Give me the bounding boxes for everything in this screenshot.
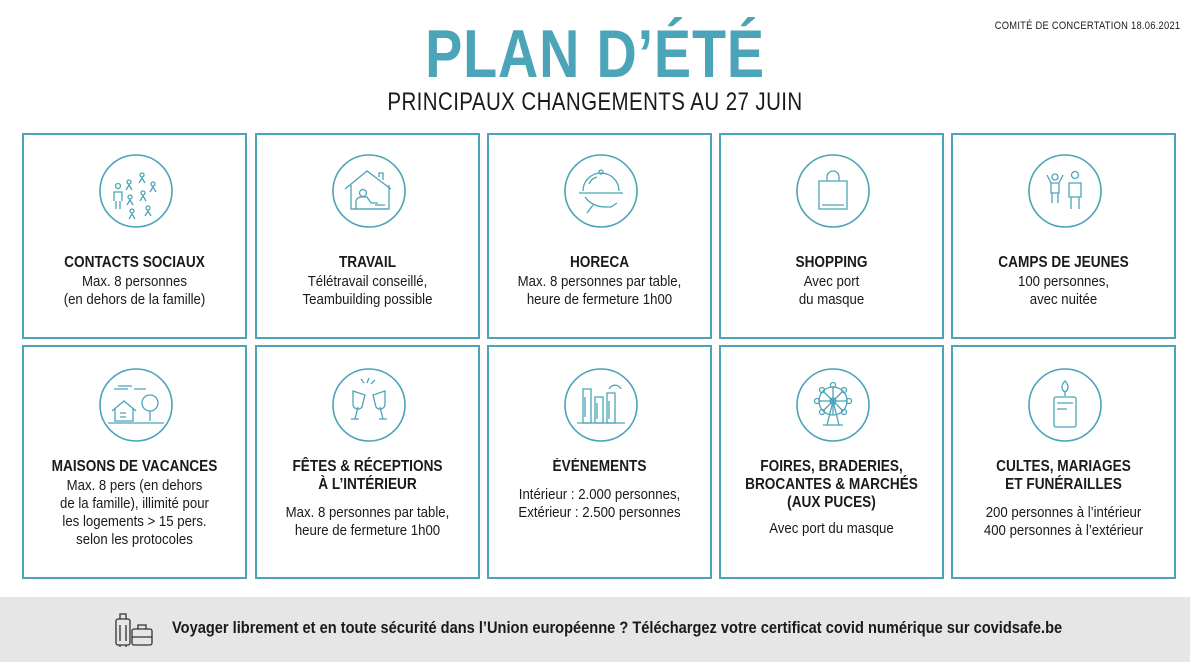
card-line: Max. 8 personnes par table, (517, 273, 682, 290)
card-title: FÊTES & RÉCEPTIONS (292, 458, 443, 475)
card-title: CONTACTS SOCIAUX (64, 254, 205, 271)
card-maisons-de-vacances (22, 345, 247, 579)
card-title: CULTES, MARIAGES (996, 458, 1131, 475)
card-line: 200 personnes à l’intérieur (985, 504, 1142, 521)
card-shopping (719, 133, 944, 339)
holiday-cabin-icon (98, 367, 174, 443)
event-venue-icon (563, 367, 639, 443)
footer-text: Voyager librement et en toute sécurité dans l’Union européenne ? Téléchargez votre certificat covid numérique sur covidsafe.be (172, 618, 1063, 637)
card-line: Max. 8 personnes (82, 273, 187, 290)
card-camps-de-jeunes (951, 133, 1176, 339)
card-line: Teambuilding possible (302, 291, 433, 308)
card-evenements (487, 345, 712, 579)
card-line: (en dehors de la famille) (63, 291, 206, 308)
home-office-icon (331, 153, 407, 229)
ferris-wheel-icon (795, 367, 871, 443)
card-title: À L’INTÉRIEUR (318, 476, 417, 493)
card-title: HORECA (569, 254, 630, 271)
card-title: CAMPS DE JEUNES (998, 254, 1129, 271)
card-line: Avec port du masque (769, 520, 894, 537)
footer-banner (0, 597, 1190, 662)
card-line: du masque (798, 291, 865, 308)
card-title: ET FUNÉRAILLES (1005, 476, 1122, 493)
card-line: heure de fermeture 1h00 (526, 291, 673, 308)
header-meta: COMITÉ DE CONCERTATION 18.06.2021 (994, 20, 1180, 32)
shopping-bag-icon (795, 153, 871, 229)
card-title: ÉVÉNEMENTS (552, 458, 647, 475)
card-foires-braderies (719, 345, 944, 579)
card-title: FOIRES, BRADERIES, (760, 458, 903, 475)
measures-grid (22, 133, 1176, 579)
card-contacts-sociaux (22, 133, 247, 339)
luggage-icon (113, 611, 155, 649)
card-line: selon les protocoles (76, 531, 193, 548)
card-line: 100 personnes, (1017, 273, 1109, 290)
champagne-toast-icon (331, 367, 407, 443)
card-line: Avec port (803, 273, 860, 290)
card-title: (AUX PUCES) (787, 494, 876, 511)
card-title: SHOPPING (795, 254, 868, 271)
card-travail (255, 133, 480, 339)
card-line: heure de fermeture 1h00 (294, 522, 441, 539)
card-line: Max. 8 pers (en dehors (66, 477, 203, 494)
people-group-icon (98, 153, 174, 229)
page-subtitle: PRINCIPAUX CHANGEMENTS AU 27 JUIN (387, 88, 803, 116)
card-horeca (487, 133, 712, 339)
card-line: Intérieur : 2.000 personnes, (518, 486, 681, 503)
card-line: Max. 8 personnes par table, (285, 504, 450, 521)
card-line: les logements > 15 pers. (62, 513, 207, 530)
card-title: MAISONS DE VACANCES (51, 458, 218, 475)
card-line: 400 personnes à l’extérieur (983, 522, 1144, 539)
card-line: Extérieur : 2.500 personnes (518, 504, 681, 521)
candle-icon (1027, 367, 1103, 443)
page-title: PLAN D’ÉTÉ (425, 16, 765, 92)
card-line: de la famille), illimité pour (60, 495, 209, 512)
card-fetes-receptions (255, 345, 480, 579)
card-line: avec nuitée (1029, 291, 1098, 308)
card-title: TRAVAIL (338, 254, 397, 271)
card-line: Télétravail conseillé, (307, 273, 428, 290)
youth-camp-icon (1027, 153, 1103, 229)
card-title: BROCANTES & MARCHÉS (745, 476, 918, 493)
cloche-serving-icon (563, 153, 639, 229)
card-cultes-mariages (951, 345, 1176, 579)
